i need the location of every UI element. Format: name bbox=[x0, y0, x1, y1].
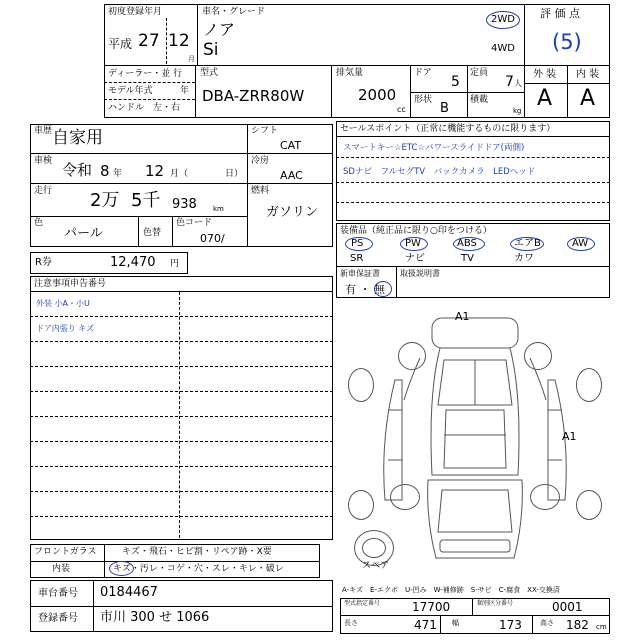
color-label: 色 bbox=[34, 218, 44, 228]
equip-sr: SR bbox=[350, 253, 364, 264]
color-code-value: 070/ bbox=[200, 232, 225, 245]
divider bbox=[247, 153, 333, 154]
divider bbox=[567, 65, 568, 118]
divider bbox=[172, 216, 173, 247]
divider bbox=[336, 182, 610, 183]
year-unit: 年 bbox=[180, 86, 190, 96]
capacity-unit: 人 bbox=[514, 79, 522, 88]
recycle-label: R券 bbox=[35, 257, 52, 268]
divider bbox=[440, 615, 441, 634]
car-name: ノア bbox=[203, 20, 236, 39]
recycle-box bbox=[30, 252, 188, 274]
interior-cond-items: キズ・汚レ・コゲ・穴・スレ・キレ・破レ bbox=[113, 564, 284, 574]
divider bbox=[30, 316, 333, 317]
mileage-man: 2万 bbox=[90, 190, 120, 211]
divider bbox=[166, 18, 167, 64]
mileage-rest: 938 bbox=[172, 197, 197, 212]
exterior-label: 外 装 bbox=[533, 69, 557, 80]
class-label: 類別区分番号 bbox=[477, 600, 514, 607]
equip-label: 装備品（純正品に限り○印をつける） bbox=[340, 226, 492, 236]
drive-4wd: 4WD bbox=[491, 43, 515, 54]
notes-label: 注意事項申告番号 bbox=[34, 279, 107, 289]
divider bbox=[532, 615, 533, 634]
model-year-label: モデル年式 bbox=[108, 86, 153, 96]
reg-year-label: 初度登録年月 bbox=[108, 7, 163, 17]
car-name-label: 車名・グレード bbox=[202, 7, 266, 17]
shape-value: B bbox=[440, 101, 449, 116]
shape-label: 形状 bbox=[414, 95, 433, 105]
chassis-value: 0184467 bbox=[100, 585, 158, 600]
equip-tv: TV bbox=[461, 253, 474, 264]
divider bbox=[30, 561, 320, 562]
width-label: 幅 bbox=[452, 619, 459, 627]
equip-aw: AW bbox=[572, 238, 589, 249]
handle-label: ハンドル 左・右 bbox=[108, 103, 181, 113]
inspection-year-unit: 年 bbox=[113, 169, 123, 179]
wheel-back-right bbox=[530, 484, 560, 510]
wheel-front-left bbox=[398, 342, 426, 370]
length-value: 471 bbox=[414, 618, 437, 632]
cm-unit: cm bbox=[596, 623, 607, 631]
length-label: 長さ bbox=[344, 619, 358, 627]
divider bbox=[30, 341, 333, 342]
door-label: ドア bbox=[414, 68, 432, 78]
divider bbox=[30, 366, 333, 367]
spare-label: スペア bbox=[362, 561, 390, 571]
interior-cond-label: 内装 bbox=[52, 564, 71, 574]
windshield-items: キズ・飛石・ヒビ割・リペア跡・X要 bbox=[122, 547, 272, 557]
wheel-rear-left bbox=[348, 490, 374, 520]
divider bbox=[396, 266, 397, 298]
capacity-value: 7 bbox=[505, 74, 514, 90]
notes-line1: 外装 小A・小U bbox=[36, 299, 90, 308]
recycle-value: 12,470 bbox=[110, 255, 156, 270]
shift-label: シフト bbox=[251, 126, 279, 136]
equip-navi: ナビ bbox=[405, 253, 425, 264]
inspection-day-unit: 日） bbox=[225, 169, 244, 179]
sales-line2: SDナビ フルセグTV バックカメラ LEDヘッド bbox=[343, 167, 536, 177]
divider bbox=[472, 598, 473, 615]
wheel-mid-left bbox=[348, 368, 374, 402]
color-change-label: 色替 bbox=[143, 228, 162, 238]
inspection-year: 8 bbox=[100, 162, 110, 180]
exterior-value: A bbox=[537, 86, 553, 111]
damage-mark-side: A1 bbox=[562, 430, 577, 443]
cc: cc bbox=[397, 105, 406, 114]
usage-label: 車歴 bbox=[34, 126, 53, 136]
equip-airbag: エアB bbox=[514, 238, 541, 249]
wheel-mid-right bbox=[576, 368, 602, 402]
manual-label: 取扱説明書 bbox=[400, 269, 440, 278]
plate-value: 市川 300 せ 1066 bbox=[100, 610, 210, 625]
interior-value: A bbox=[580, 86, 596, 111]
divider bbox=[195, 65, 196, 118]
shift-value: CAT bbox=[280, 139, 302, 152]
capacity-label: 定員 bbox=[470, 68, 489, 78]
load-label: 積載 bbox=[470, 95, 489, 105]
divider bbox=[104, 544, 105, 578]
sales-label: セールスポイント（正常に機能するものに限ります） bbox=[340, 124, 556, 134]
divider bbox=[340, 615, 610, 616]
displacement-value: 2000 bbox=[358, 86, 397, 104]
warranty-value: 有 ・ 無 bbox=[345, 283, 385, 296]
door-value: 5 bbox=[451, 74, 460, 90]
reg-year: 27 bbox=[138, 31, 160, 51]
warranty-selected-circle bbox=[374, 281, 392, 297]
era: 平成 bbox=[108, 37, 133, 51]
chassis-label: 車台番号 bbox=[38, 588, 78, 599]
sales-line1: スマートキー☆ETC☆パワースライドドア(両側) bbox=[343, 143, 525, 153]
warranty-label: 新車保証書 bbox=[340, 269, 380, 278]
dealer-label: ディーラー・並 行 bbox=[108, 69, 183, 79]
drive-2wd: 2WD bbox=[491, 14, 515, 25]
spare-tire-inner bbox=[362, 538, 386, 558]
damage-mark-top: A1 bbox=[455, 310, 470, 323]
wheel-front-right bbox=[524, 342, 552, 370]
fuel-label: 燃料 bbox=[251, 186, 270, 196]
ac-label: 冷房 bbox=[251, 156, 270, 166]
inspection-month-unit: 月（ bbox=[170, 169, 189, 179]
rating-label: 評 価 点 bbox=[540, 7, 580, 20]
fuel-value: ガソリン bbox=[266, 205, 319, 220]
divider bbox=[179, 292, 180, 538]
windshield-label: フロントガラス bbox=[34, 547, 97, 557]
wheel-rear-right bbox=[576, 490, 602, 520]
inspection-era: 令和 bbox=[62, 161, 93, 179]
divider bbox=[30, 606, 333, 607]
equip-abs: ABS bbox=[457, 238, 477, 249]
divider bbox=[247, 183, 333, 184]
height-label: 高さ bbox=[540, 619, 554, 627]
divider bbox=[138, 216, 139, 247]
divider bbox=[336, 136, 610, 137]
divider bbox=[30, 291, 333, 292]
divider bbox=[104, 99, 195, 100]
type-label: 型式 bbox=[200, 68, 219, 78]
notes-line2: ドア内張り キズ bbox=[36, 324, 95, 333]
km: km bbox=[213, 205, 224, 213]
color-value: パール bbox=[64, 226, 103, 241]
equip-pw: PW bbox=[405, 238, 421, 249]
reg-month: 12 bbox=[168, 31, 190, 51]
width-value: 173 bbox=[499, 618, 522, 632]
inspection-label: 車検 bbox=[34, 156, 53, 166]
divider bbox=[30, 466, 333, 467]
divider bbox=[30, 416, 333, 417]
plate-label: 登録番号 bbox=[38, 613, 78, 624]
interior-label: 内 装 bbox=[576, 69, 600, 80]
interior-selected-circle bbox=[109, 561, 134, 576]
mileage-sen: 5千 bbox=[131, 190, 161, 211]
month-unit: 月 bbox=[188, 55, 195, 63]
usage-value: 自家用 bbox=[52, 128, 103, 148]
divider bbox=[30, 183, 248, 184]
equip-leather: カワ bbox=[514, 253, 534, 264]
type-value: DBA-ZRR80W bbox=[202, 87, 305, 105]
color-code-label: 色コード bbox=[176, 218, 213, 228]
type-designation-value: 17700 bbox=[412, 600, 451, 614]
wheel-back-left bbox=[390, 484, 420, 510]
divider bbox=[93, 580, 94, 632]
recycle-unit: 円 bbox=[170, 259, 180, 269]
divider bbox=[30, 391, 333, 392]
divider bbox=[104, 82, 195, 83]
grade: Si bbox=[203, 40, 219, 60]
divider bbox=[524, 83, 610, 84]
kg: kg bbox=[513, 107, 522, 115]
class-value: 0001 bbox=[552, 600, 583, 614]
type-designation-label: 型式指定番号 bbox=[344, 600, 381, 607]
height-value: 182 bbox=[566, 618, 589, 632]
equip-ps: PS bbox=[351, 238, 364, 249]
mileage-label: 走行 bbox=[34, 186, 53, 196]
divider bbox=[30, 491, 333, 492]
rating-value: (5) bbox=[552, 30, 582, 54]
divider bbox=[410, 92, 525, 93]
displacement-label: 排気量 bbox=[336, 68, 364, 78]
inspection-month: 12 bbox=[145, 162, 165, 180]
divider bbox=[336, 157, 610, 158]
ac-value: AAC bbox=[280, 169, 303, 182]
divider bbox=[30, 441, 333, 442]
divider bbox=[30, 216, 248, 217]
divider bbox=[30, 516, 333, 517]
divider bbox=[331, 65, 332, 118]
divider bbox=[336, 202, 610, 203]
divider bbox=[30, 153, 248, 154]
damage-legend: A-キズ E-エクボ U-凹み W-補修跡 S-サビ C-腐食 XX-交換済 bbox=[342, 586, 560, 594]
